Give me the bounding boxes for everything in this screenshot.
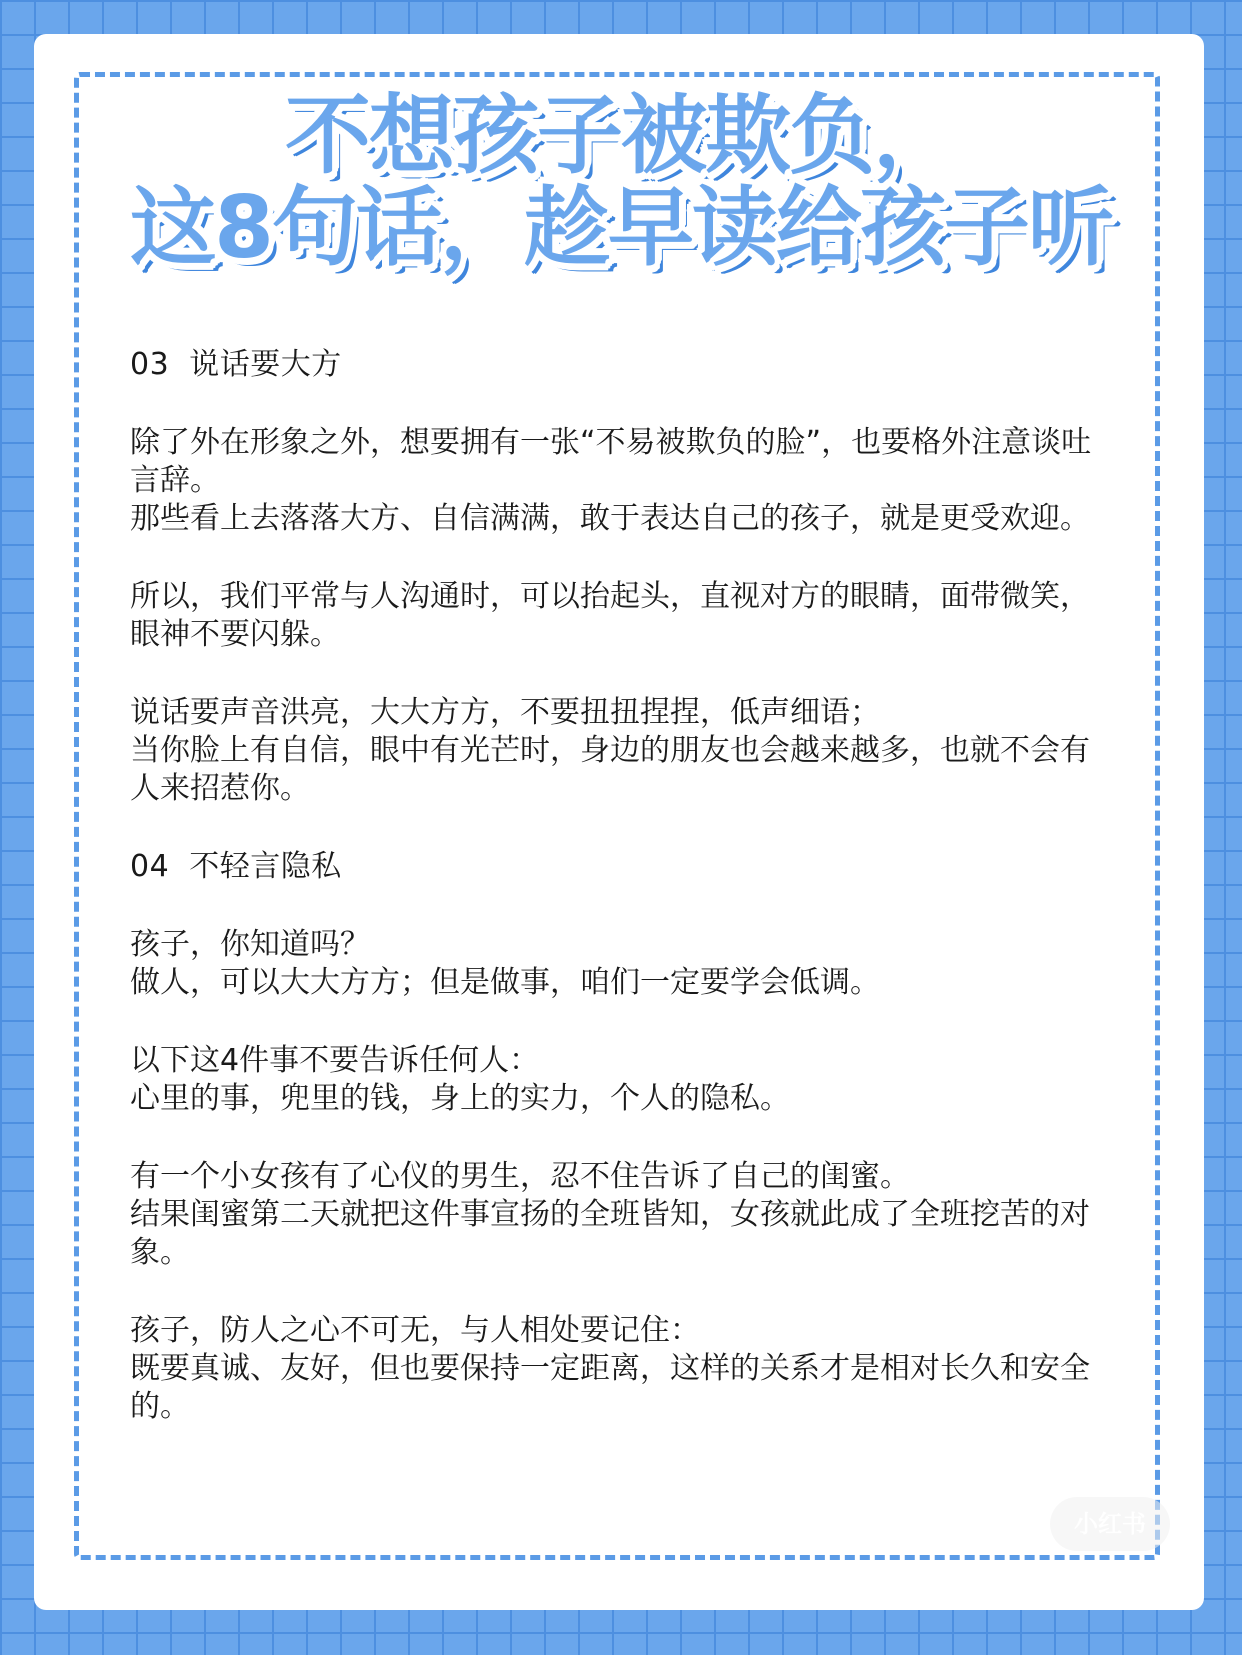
watermark-user-id: 小红书号：711837581: [868, 1578, 1183, 1611]
paragraph: 结果闺蜜第二天就把这件事宣扬的全班皆知，女孩就此成了全班挖苦的对象。: [130, 1197, 1090, 1270]
paragraph: 当你脸上有自信，眼中有光芒时，身边的朋友也会越来越多，也就不会有人来招惹你。: [130, 733, 1090, 806]
paragraph: 那些看上去落落大方、自信满满，敢于表达自己的孩子，就是更受欢迎。: [130, 501, 1090, 536]
paragraph: 孩子，你知道吗？: [130, 927, 370, 962]
title-line-1: 不想孩子被欺负，: [285, 86, 957, 186]
paragraph: 说话要声音洪亮，大大方方，不要扭扭捏捏，低声细语；: [130, 695, 880, 730]
paragraph: 孩子，防人之心不可无，与人相处要记住：: [130, 1313, 700, 1348]
paragraph: 心里的事，兜里的钱，身上的实力，个人的隐私。: [130, 1081, 790, 1116]
title-line-2: 这8句话，趁早读给孩子听: [130, 178, 1112, 278]
paragraph: 所以，我们平常与人沟通时，可以抬起头，直视对方的眼睛，面带微笑，眼神不要闪躲。: [130, 579, 1090, 652]
paragraph: 有一个小女孩有了心仪的男生，忍不住告诉了自己的闺蜜。: [130, 1159, 910, 1194]
section-heading-03: 03 说话要大方: [130, 347, 342, 382]
section-heading-04: 04 不轻言隐私: [130, 849, 342, 884]
article-body: [130, 346, 1110, 1426]
paragraph: 以下这4件事不要告诉任何人：: [130, 1043, 540, 1078]
paragraph: 既要真诚、友好，但也要保持一定距离，这样的关系才是相对长久和安全的。: [130, 1351, 1090, 1424]
paragraph: 除了外在形象之外，想要拥有一张“不易被欺负的脸”，也要格外注意谈吐言辞。: [130, 425, 1092, 498]
paragraph: 做人，可以大大方方；但是做事，咱们一定要学会低调。: [130, 965, 880, 1000]
watermark-logo: 小红书: [1050, 1497, 1170, 1551]
page-title: [0, 88, 1242, 276]
